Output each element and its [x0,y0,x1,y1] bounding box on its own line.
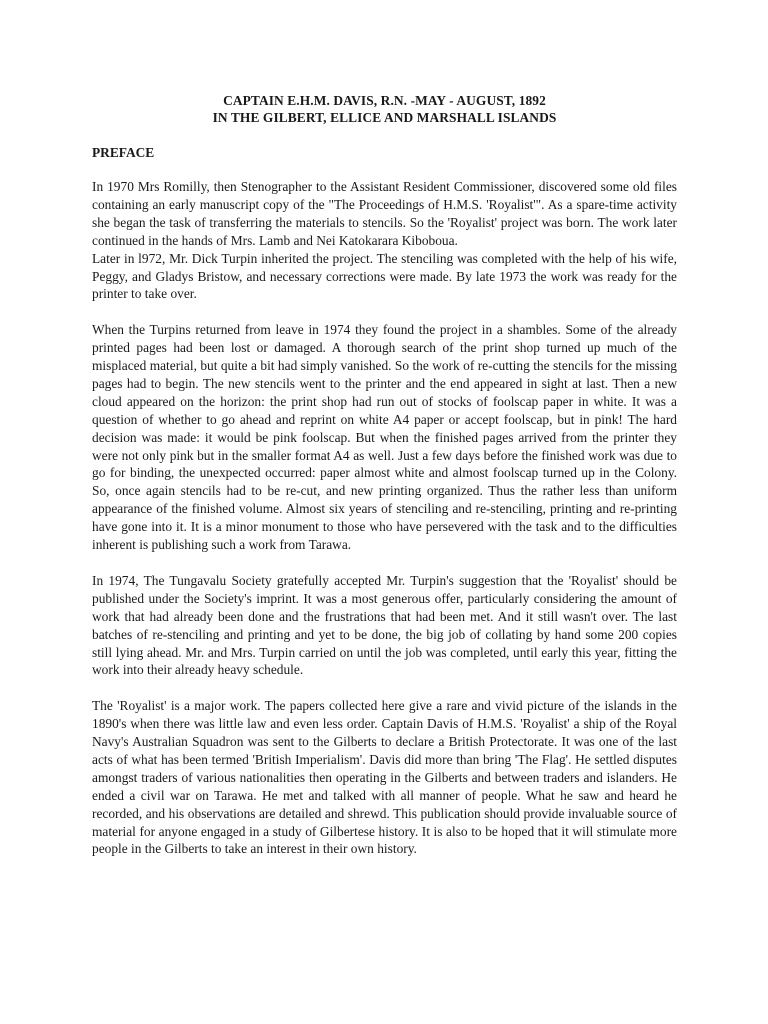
section-heading-preface: PREFACE [92,145,155,160]
paragraph-spacer [92,303,677,321]
paragraph-2: Later in l972, Mr. Dick Turpin inherited the project. The stenciling was completed with the help of his wife, Peggy, and Gladys Bristow, and necessary corrections were made. By late 1973 the work was ready for the printer to take over. [92,250,677,302]
document-title-line-1: CAPTAIN E.H.M. DAVIS, R.N. -MAY - AUGUST, 1892 [223,93,546,108]
document-page [92,92,677,858]
paragraph-3: When the Turpins returned from leave in 1974 they found the project in a shambles. Some of the already printed pages had been lost or damaged. A thorough search of the print shop turned up much of the misplaced material, but quite a bit had simply vanished. So the work of re-cutting the stencils for the missing pages had to begin. The new stencils went to the printer and the end appeared in sight at last. Then a new cloud appeared on the horizon: the print shop had run out of stocks of foolscap paper in white. It was a question of whether to go ahead and reprint on white A4 paper or accept foolscap, but in pink! The hard decision was made: it would be pink foolscap. But when the finished pages arrived from the printer they were not only pink but in the smaller format A4 as well. Just a few days before the finished work was due to go for binding, the unexpected occurred: paper almost white and almost foolscap turned up in the Colony. So, once again stencils had to be re-cut, and new printing organized. Thus the rather less than uniform appearance of the finished volume. Almost six years of stenciling and re-stenciling, printing and re-printing have gone into it. It is a minor monument to those who have persevered with the task and to the difficulties inherent is publishing such a work from Tarawa. [92,322,677,553]
paragraph-5: The 'Royalist' is a major work. The papers collected here give a rare and vivid picture of the islands in the 1890's when there was little law and even less order. Captain Davis of H.M.S. 'Royalist' a ship of the Royal Navy's Australian Squadron was sent to the Gilberts to declare a British Protectorate. It was one of the last acts of what has been termed 'British Imperialism'. Davis did more than bring 'The Flag'. He settled disputes amongst traders of various nationalities then operating in the Gilberts and between traders and islanders. He ended a civil war on Tarawa. He met and talked with all manner of people. What he saw and heard he recorded, and his observations are detailed and shrewd. This publication should provide invaluable source of material for anyone engaged in a study of Gilbertese history. It is also to be hoped that it will stimulate more people in the Gilberts to take an interest in their own history. [92,698,677,857]
paragraph-1: In 1970 Mrs Romilly, then Stenographer to the Assistant Resident Commissioner, discovered some old files containing an early manuscript copy of the "The Proceedings of H.M.S. 'Royalist'". As a spare-time activity she began the task of transferring the materials to stencils. So the 'Royalist' project was born. The work later continued in the hands of Mrs. Lamb and Nei Katokarara Kiboboua. [92,179,677,248]
paragraph-spacer [92,554,677,572]
paragraph-spacer [92,679,677,697]
document-title-line-2: IN THE GILBERT, ELLICE AND MARSHALL ISLANDS [212,110,557,125]
paragraph-4: In 1974, The Tungavalu Society gratefully accepted Mr. Turpin's suggestion that the 'Royalist' should be published under the Society's imprint. It was a most generous offer, particularly considering the amount of work that had already been done and the frustrations that had been met. And it still wasn't over. The last batches of re-stenciling and printing and yet to be done, the big job of collating by hand some 200 copies still lying ahead. Mr. and Mrs. Turpin carried on until the job was completed, until early this year, fitting the work into their already heavy schedule. [92,572,677,678]
